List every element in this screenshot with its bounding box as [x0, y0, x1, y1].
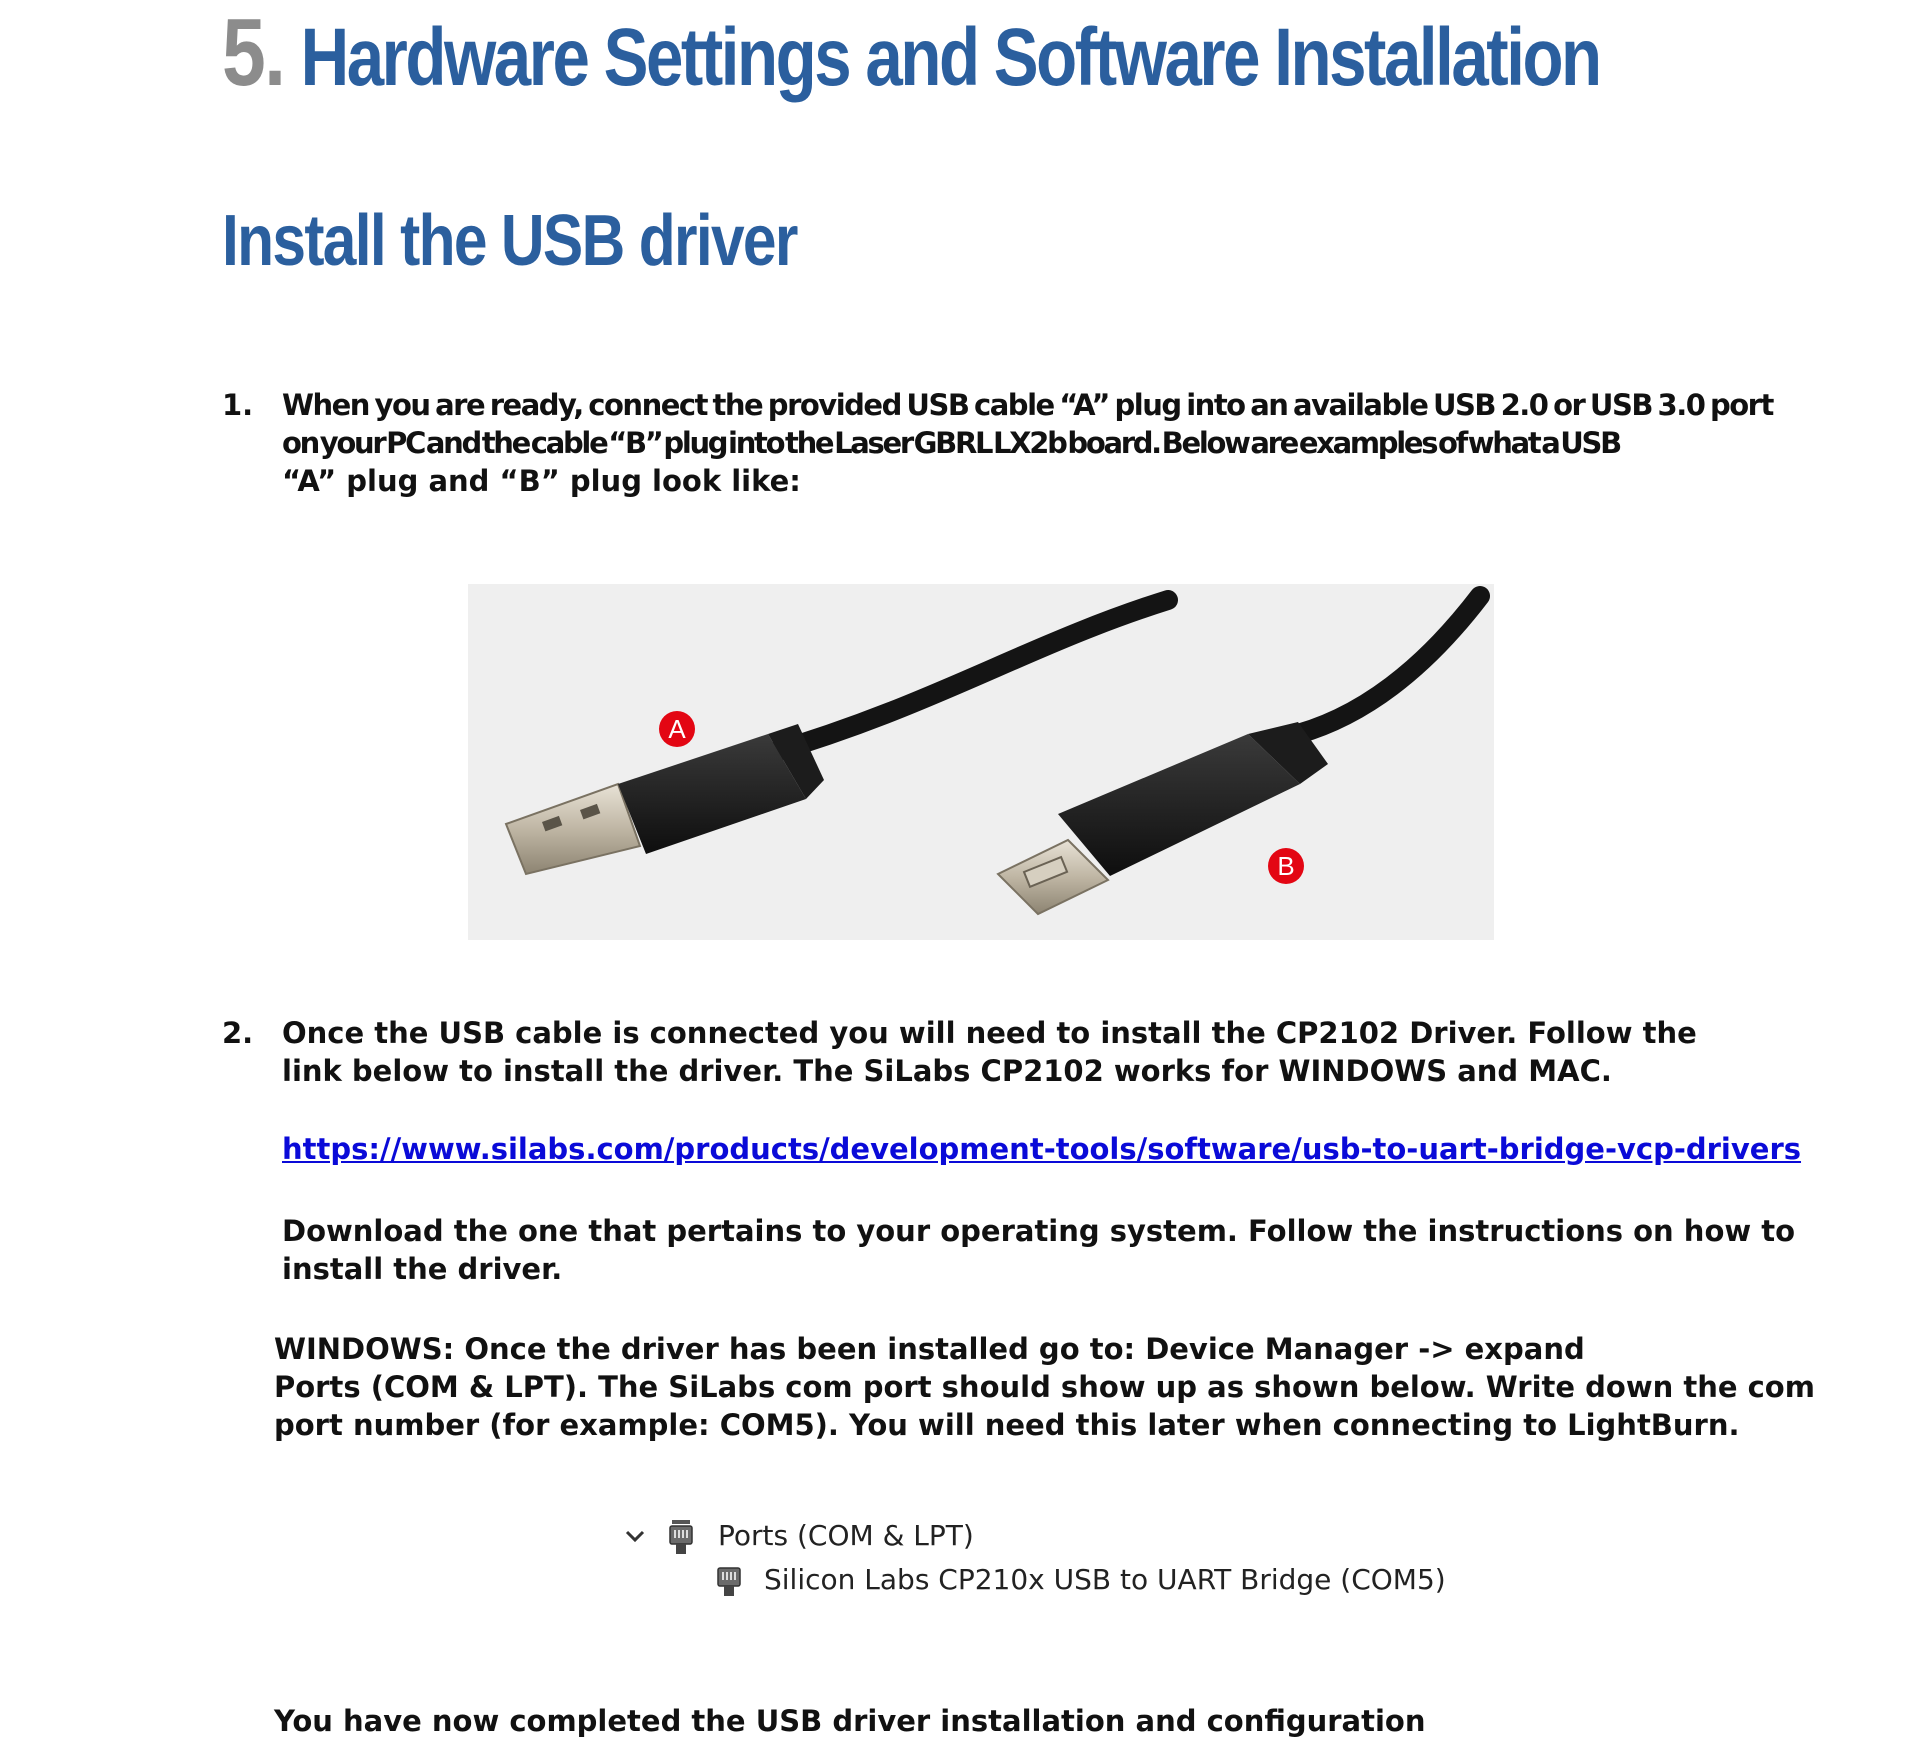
download-instructions: [282, 1212, 1796, 1288]
download-line: install the driver.: [282, 1252, 563, 1286]
step-1-text: [282, 386, 1773, 500]
usb-cable-illustration: [468, 584, 1494, 940]
closing-statement: You have now completed the USB driver installation and configuration: [274, 1704, 1426, 1738]
windows-line: port number (for example: COM5). You will need this later when connecting to LightBurn.: [274, 1408, 1740, 1442]
windows-instructions: [274, 1330, 1815, 1444]
usb-cable-photo: [468, 584, 1494, 940]
tree-device-silabs[interactable]: Silicon Labs CP210x USB to UART Bridge (COM5): [764, 1563, 1446, 1596]
step-2-line: Once the USB cable is connected you will need to install the CP2102 Driver. Follow the: [282, 1016, 1697, 1050]
step-2-line: link below to install the driver. The SiLabs CP2102 works for WINDOWS and MAC.: [282, 1054, 1612, 1088]
plug-b-marker: B: [1268, 848, 1304, 884]
device-manager-snippet: [620, 1518, 1446, 1618]
chapter-heading: [222, 0, 1600, 113]
step-1-line: “A” plug and “B” plug look like:: [282, 464, 801, 498]
chapter-title: Hardware Settings and Software Installation: [300, 12, 1600, 103]
step-2-number: 2.: [222, 1016, 254, 1050]
step-1-line: When you are ready, connect the provided USB cable “A” plug into an available USB 2.0 or USB 3.0 port: [282, 388, 1773, 422]
chevron-down-icon[interactable]: [624, 1528, 646, 1548]
step-2-text: [282, 1014, 1712, 1090]
chapter-number: 5.: [222, 0, 285, 106]
port-connector-icon: [666, 1518, 696, 1562]
section-title: Install the USB driver: [222, 201, 797, 281]
tree-category-ports[interactable]: Ports (COM & LPT): [718, 1519, 974, 1552]
step-1-line: on your PC and the cable “B” plug into the Laser GBRL LX2b board. Below are examples of what a USB: [282, 426, 1620, 460]
driver-download-link[interactable]: https://www.silabs.com/products/development-tools/software/usb-to-uart-bridge-vcp-drivers: [282, 1132, 1802, 1166]
windows-line: WINDOWS: Once the driver has been installed go to: Device Manager -> expand: [274, 1332, 1585, 1366]
plug-a-marker: A: [659, 711, 695, 747]
windows-line: Ports (COM & LPT). The SiLabs com port should show up as shown below. Write down the com: [274, 1370, 1815, 1404]
step-1-number: 1.: [222, 388, 254, 422]
download-line: Download the one that pertains to your operating system. Follow the instructions on how to: [282, 1214, 1796, 1248]
port-connector-icon: [714, 1564, 744, 1608]
